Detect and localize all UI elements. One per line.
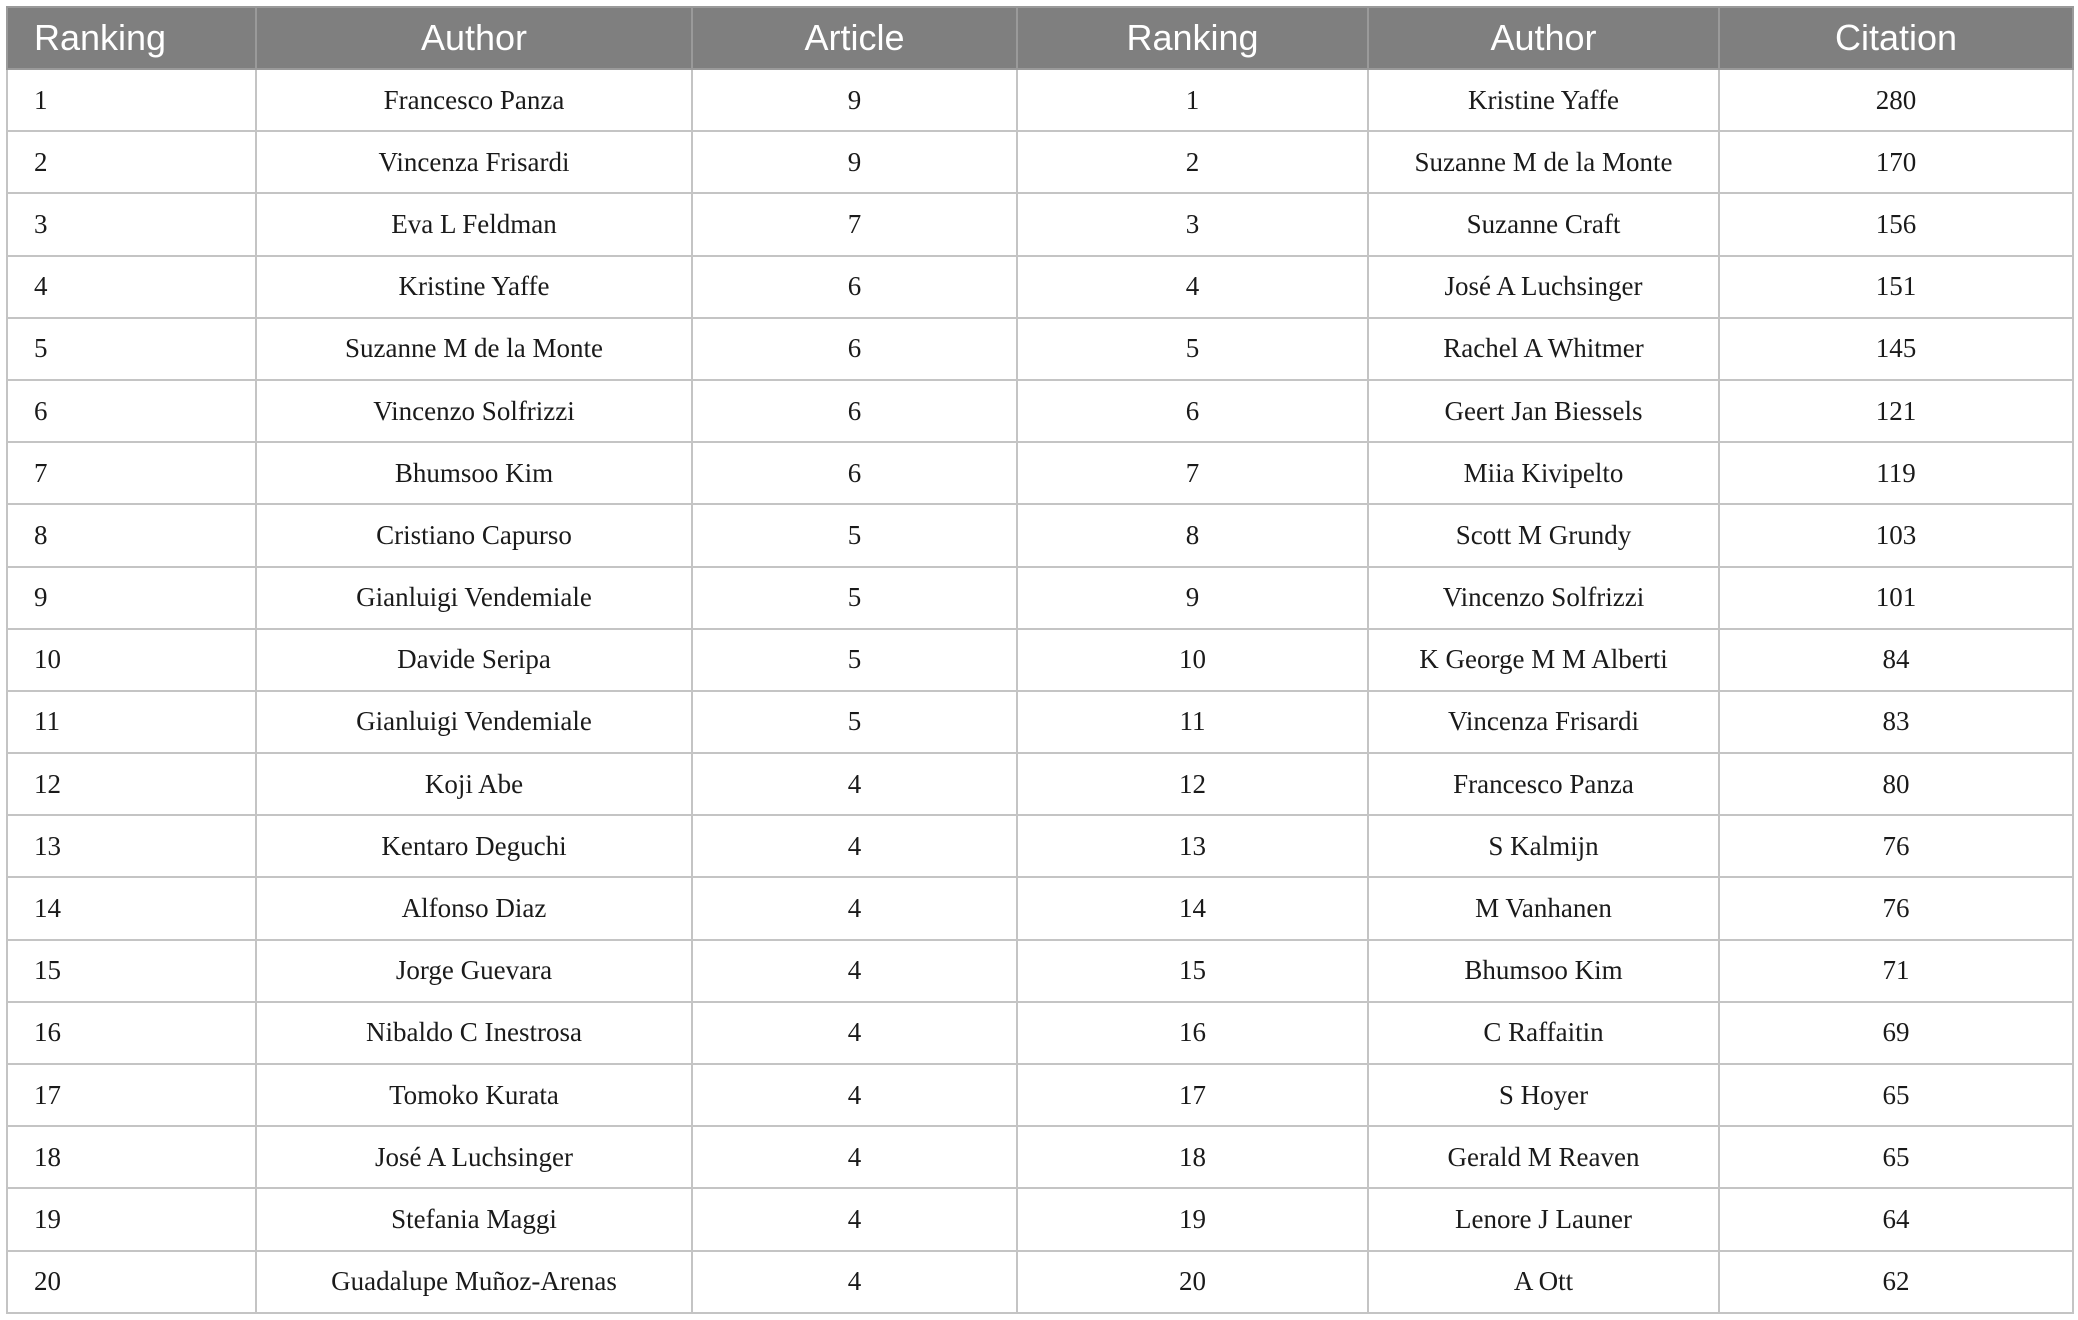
author-citations-cell: Suzanne M de la Monte <box>1368 131 1719 193</box>
author-ranking-table <box>6 6 2074 1314</box>
author-articles-cell: Stefania Maggi <box>256 1188 692 1250</box>
table-row <box>7 940 2073 1002</box>
author-citations-cell: M Vanhanen <box>1368 877 1719 939</box>
author-citations-cell: Lenore J Launer <box>1368 1188 1719 1250</box>
article-count-cell: 9 <box>692 131 1017 193</box>
header-author-articles: Author <box>256 7 692 69</box>
rank-citations-cell: 14 <box>1017 877 1368 939</box>
author-articles-cell: Koji Abe <box>256 753 692 815</box>
rank-articles-cell: 17 <box>7 1064 256 1126</box>
author-citations-cell: Geert Jan Biessels <box>1368 380 1719 442</box>
article-count-cell: 5 <box>692 504 1017 566</box>
article-count-cell: 4 <box>692 1126 1017 1188</box>
article-count-cell: 9 <box>692 69 1017 131</box>
rank-articles-cell: 14 <box>7 877 256 939</box>
table-row <box>7 629 2073 691</box>
author-citations-cell: José A Luchsinger <box>1368 256 1719 318</box>
author-citations-cell: K George M M Alberti <box>1368 629 1719 691</box>
table-row <box>7 380 2073 442</box>
header-author-citations: Author <box>1368 7 1719 69</box>
author-citations-cell: Suzanne Craft <box>1368 193 1719 255</box>
citation-count-cell: 170 <box>1719 131 2073 193</box>
author-articles-cell: Vincenzo Solfrizzi <box>256 380 692 442</box>
author-citations-cell: Bhumsoo Kim <box>1368 940 1719 1002</box>
rank-citations-cell: 4 <box>1017 256 1368 318</box>
author-articles-cell: Kentaro Deguchi <box>256 815 692 877</box>
rank-articles-cell: 7 <box>7 442 256 504</box>
table-row <box>7 1002 2073 1064</box>
author-articles-cell: Suzanne M de la Monte <box>256 318 692 380</box>
article-count-cell: 6 <box>692 442 1017 504</box>
author-citations-cell: Miia Kivipelto <box>1368 442 1719 504</box>
citation-count-cell: 64 <box>1719 1188 2073 1250</box>
rank-citations-cell: 5 <box>1017 318 1368 380</box>
article-count-cell: 6 <box>692 380 1017 442</box>
rank-articles-cell: 8 <box>7 504 256 566</box>
rank-citations-cell: 6 <box>1017 380 1368 442</box>
citation-count-cell: 80 <box>1719 753 2073 815</box>
rank-citations-cell: 11 <box>1017 691 1368 753</box>
author-articles-cell: Guadalupe Muñoz-Arenas <box>256 1251 692 1313</box>
table-row <box>7 318 2073 380</box>
article-count-cell: 6 <box>692 256 1017 318</box>
rank-citations-cell: 13 <box>1017 815 1368 877</box>
citation-count-cell: 121 <box>1719 380 2073 442</box>
header-ranking-articles: Ranking <box>7 7 256 69</box>
table-row <box>7 1064 2073 1126</box>
table-row <box>7 193 2073 255</box>
citation-count-cell: 76 <box>1719 877 2073 939</box>
author-articles-cell: Francesco Panza <box>256 69 692 131</box>
header-ranking-citations: Ranking <box>1017 7 1368 69</box>
citation-count-cell: 84 <box>1719 629 2073 691</box>
table-row <box>7 691 2073 753</box>
rank-articles-cell: 5 <box>7 318 256 380</box>
table-row <box>7 1126 2073 1188</box>
header-citation: Citation <box>1719 7 2073 69</box>
rank-citations-cell: 16 <box>1017 1002 1368 1064</box>
table-row <box>7 69 2073 131</box>
author-articles-cell: Gianluigi Vendemiale <box>256 691 692 753</box>
citation-count-cell: 83 <box>1719 691 2073 753</box>
rank-articles-cell: 13 <box>7 815 256 877</box>
table-row <box>7 1251 2073 1313</box>
table-row <box>7 1188 2073 1250</box>
author-articles-cell: Nibaldo C Inestrosa <box>256 1002 692 1064</box>
citation-count-cell: 101 <box>1719 567 2073 629</box>
author-articles-cell: Davide Seripa <box>256 629 692 691</box>
citation-count-cell: 119 <box>1719 442 2073 504</box>
rank-articles-cell: 10 <box>7 629 256 691</box>
author-articles-cell: Eva L Feldman <box>256 193 692 255</box>
citation-count-cell: 156 <box>1719 193 2073 255</box>
table-row <box>7 131 2073 193</box>
rank-articles-cell: 1 <box>7 69 256 131</box>
rank-citations-cell: 3 <box>1017 193 1368 255</box>
article-count-cell: 5 <box>692 691 1017 753</box>
rank-articles-cell: 3 <box>7 193 256 255</box>
table-row <box>7 442 2073 504</box>
rank-citations-cell: 18 <box>1017 1126 1368 1188</box>
author-citations-cell: S Kalmijn <box>1368 815 1719 877</box>
rank-articles-cell: 9 <box>7 567 256 629</box>
citation-count-cell: 65 <box>1719 1064 2073 1126</box>
table-header-row <box>7 7 2073 69</box>
rank-citations-cell: 19 <box>1017 1188 1368 1250</box>
header-article: Article <box>692 7 1017 69</box>
table-row <box>7 815 2073 877</box>
citation-count-cell: 76 <box>1719 815 2073 877</box>
citation-count-cell: 280 <box>1719 69 2073 131</box>
article-count-cell: 5 <box>692 567 1017 629</box>
article-count-cell: 4 <box>692 940 1017 1002</box>
article-count-cell: 4 <box>692 815 1017 877</box>
article-count-cell: 4 <box>692 877 1017 939</box>
citation-count-cell: 145 <box>1719 318 2073 380</box>
rank-articles-cell: 4 <box>7 256 256 318</box>
author-citations-cell: Vincenza Frisardi <box>1368 691 1719 753</box>
rank-articles-cell: 6 <box>7 380 256 442</box>
author-citations-cell: C Raffaitin <box>1368 1002 1719 1064</box>
rank-articles-cell: 2 <box>7 131 256 193</box>
author-articles-cell: Gianluigi Vendemiale <box>256 567 692 629</box>
article-count-cell: 5 <box>692 629 1017 691</box>
article-count-cell: 7 <box>692 193 1017 255</box>
citation-count-cell: 62 <box>1719 1251 2073 1313</box>
citation-count-cell: 69 <box>1719 1002 2073 1064</box>
author-citations-cell: Gerald M Reaven <box>1368 1126 1719 1188</box>
table-row <box>7 877 2073 939</box>
rank-articles-cell: 16 <box>7 1002 256 1064</box>
rank-citations-cell: 17 <box>1017 1064 1368 1126</box>
table-row <box>7 504 2073 566</box>
author-citations-cell: Kristine Yaffe <box>1368 69 1719 131</box>
author-articles-cell: Tomoko Kurata <box>256 1064 692 1126</box>
article-count-cell: 4 <box>692 1251 1017 1313</box>
rank-citations-cell: 12 <box>1017 753 1368 815</box>
table-row <box>7 567 2073 629</box>
rank-citations-cell: 8 <box>1017 504 1368 566</box>
citation-count-cell: 103 <box>1719 504 2073 566</box>
author-articles-cell: Cristiano Capurso <box>256 504 692 566</box>
author-articles-cell: José A Luchsinger <box>256 1126 692 1188</box>
citation-count-cell: 65 <box>1719 1126 2073 1188</box>
author-citations-cell: S Hoyer <box>1368 1064 1719 1126</box>
rank-articles-cell: 19 <box>7 1188 256 1250</box>
article-count-cell: 4 <box>692 1002 1017 1064</box>
author-citations-cell: Francesco Panza <box>1368 753 1719 815</box>
rank-articles-cell: 20 <box>7 1251 256 1313</box>
author-articles-cell: Alfonso Diaz <box>256 877 692 939</box>
author-articles-cell: Bhumsoo Kim <box>256 442 692 504</box>
rank-citations-cell: 15 <box>1017 940 1368 1002</box>
rank-articles-cell: 12 <box>7 753 256 815</box>
table-row <box>7 753 2073 815</box>
rank-citations-cell: 7 <box>1017 442 1368 504</box>
table-row <box>7 256 2073 318</box>
author-citations-cell: A Ott <box>1368 1251 1719 1313</box>
rank-articles-cell: 11 <box>7 691 256 753</box>
article-count-cell: 4 <box>692 1064 1017 1126</box>
rank-citations-cell: 10 <box>1017 629 1368 691</box>
author-citations-cell: Rachel A Whitmer <box>1368 318 1719 380</box>
rank-articles-cell: 18 <box>7 1126 256 1188</box>
rank-articles-cell: 15 <box>7 940 256 1002</box>
citation-count-cell: 71 <box>1719 940 2073 1002</box>
article-count-cell: 4 <box>692 753 1017 815</box>
citation-count-cell: 151 <box>1719 256 2073 318</box>
author-citations-cell: Vincenzo Solfrizzi <box>1368 567 1719 629</box>
rank-citations-cell: 20 <box>1017 1251 1368 1313</box>
table-body <box>7 69 2073 1313</box>
article-count-cell: 4 <box>692 1188 1017 1250</box>
rank-citations-cell: 9 <box>1017 567 1368 629</box>
rank-citations-cell: 2 <box>1017 131 1368 193</box>
author-citations-cell: Scott M Grundy <box>1368 504 1719 566</box>
author-articles-cell: Vincenza Frisardi <box>256 131 692 193</box>
article-count-cell: 6 <box>692 318 1017 380</box>
rank-citations-cell: 1 <box>1017 69 1368 131</box>
author-articles-cell: Jorge Guevara <box>256 940 692 1002</box>
author-articles-cell: Kristine Yaffe <box>256 256 692 318</box>
